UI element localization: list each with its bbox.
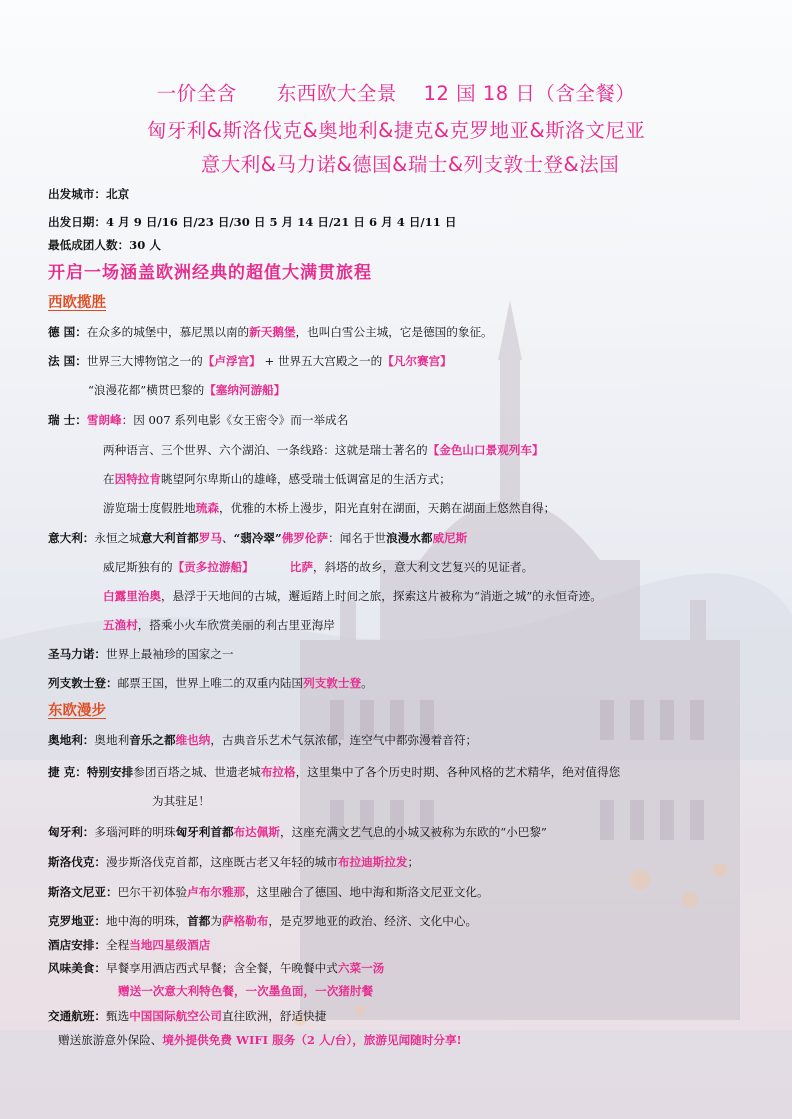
- highlight-civita: 白露里治奥: [103, 589, 161, 603]
- label-hotel: 酒店安排：: [48, 938, 106, 952]
- text: 世界上最袖珍的国家之一: [105, 647, 234, 661]
- label-switzerland: 瑞 士：: [48, 413, 87, 427]
- row-food: [48, 960, 384, 976]
- text: 甄选: [105, 1009, 130, 1023]
- text: “浪漫花都”横贯巴黎的: [88, 383, 205, 397]
- row-switzerland: [48, 412, 348, 428]
- label-italy: 意大利：: [48, 531, 95, 545]
- text: 邮票王国，世界上唯二的双重内陆国: [117, 676, 304, 690]
- highlight-zagreb: 萨格勒布: [221, 914, 269, 928]
- highlight-bratislava: 布拉迪斯拉发: [337, 855, 408, 869]
- highlight-interlaken: 因特拉肯: [114, 472, 161, 486]
- highlight-pisa: 比萨: [289, 560, 313, 574]
- title-line-2: 匈牙利&斯洛伐克&奥地利&捷克&克罗地亚&斯洛文尼亚: [146, 119, 646, 142]
- text-bold: 浪漫水都: [386, 531, 433, 545]
- text: ，优雅的木桥上漫步，阳光直射在湖面，天鹅在湖面上悠然自得；: [218, 501, 556, 515]
- row-slovenia: [48, 884, 489, 900]
- text: ，是克罗地亚的政治、经济、文化中心。: [268, 914, 478, 928]
- highlight-wifi: 境外提供免费 WIFI 服务（2 人/台），旅游见闻随时分享!: [162, 1033, 462, 1047]
- departure-city-label: 出发城市：: [48, 187, 106, 201]
- label-croatia: 克罗地亚：: [48, 914, 106, 928]
- section-east-europe: 东欧漫步: [48, 703, 106, 719]
- highlight-louvre: 【卢浮宫】: [202, 354, 261, 368]
- label-slovenia: 斯洛文尼亚：: [48, 885, 118, 899]
- text-bold: 意大利首都: [140, 531, 199, 545]
- text: 巴尔干初体验: [117, 885, 188, 899]
- text: 奥地利: [94, 733, 130, 747]
- departure-dates-label: 出发日期：: [48, 215, 106, 229]
- row-italy-2: [103, 559, 533, 575]
- text: 。: [361, 676, 373, 690]
- min-group-value: 30 人: [129, 238, 161, 252]
- text: 、: [221, 531, 234, 545]
- row-italy-3: [103, 588, 602, 604]
- highlight-six-dishes: 六菜一汤: [337, 961, 385, 975]
- label-austria: 奥地利：: [48, 733, 95, 747]
- text: 在: [103, 472, 115, 486]
- text: 两种语言、三个世界、六个湖泊、一条线路：这就是瑞士著名的: [103, 443, 428, 457]
- label-flight: 交通航班：: [48, 1009, 106, 1023]
- text-bold: “翡冷翠”: [233, 531, 282, 545]
- text: ：因 007 系列电影《女王密令》而一举成名: [121, 413, 349, 427]
- row-switzerland-3: [103, 471, 451, 487]
- text: 全程: [105, 938, 130, 952]
- highlight-neuschwanstein: 新天鹅堡: [249, 325, 296, 339]
- text: 地中海的明珠，: [105, 914, 188, 928]
- highlight-seine-cruise: 【塞纳河游船】: [204, 383, 286, 397]
- text: 漫步斯洛伐克首都，这座既古老又年轻的城市: [105, 855, 338, 869]
- text: ，也叫白雪公主城，它是德国的象征。: [295, 325, 493, 339]
- row-italy: [48, 530, 467, 546]
- label-czech: 捷 克：: [48, 765, 87, 779]
- row-switzerland-2: [103, 442, 544, 458]
- highlight-liechtenstein: 列支敦士登: [303, 676, 362, 690]
- text: ，这里融合了德国、地中海和斯洛文尼亚文化。: [245, 885, 489, 899]
- highlight-rome: 罗马: [198, 531, 222, 545]
- label-hungary: 匈牙利：: [48, 825, 95, 839]
- highlight-versailles: 【凡尔赛宫】: [382, 354, 452, 368]
- min-group-size: [48, 237, 161, 253]
- text: 赠送旅游意外保险、: [58, 1033, 163, 1047]
- highlight-prague: 布拉格: [260, 765, 296, 779]
- row-italy-4: [103, 617, 335, 633]
- highlight-vienna: 维也纳: [175, 733, 211, 747]
- text-bold: 匈牙利首都: [175, 825, 234, 839]
- departure-dates: [48, 214, 456, 230]
- text: ，古典音乐艺术气氛浓郁，连空气中都弥漫着音符；: [210, 733, 478, 747]
- text: ，悬浮于天地间的古城，邂逅踏上时间之旅，探索这片被称为“消逝之城”的永恒奇迹。: [160, 589, 602, 603]
- text: 永恒之城: [94, 531, 141, 545]
- min-group-label: 最低成团人数：: [48, 238, 130, 252]
- label-france: 法 国：: [48, 354, 87, 368]
- row-france-2: [88, 382, 285, 398]
- highlight-air-china: 中国国际航空公司: [129, 1009, 222, 1023]
- text: ；: [407, 855, 420, 869]
- text: ，搭乘小火车欣赏美丽的利古里亚海岸: [137, 618, 335, 632]
- label-liechtenstein: 列支敦士登：: [48, 676, 118, 690]
- text-bold: 音乐之都: [129, 733, 176, 747]
- row-slovakia: [48, 854, 419, 870]
- text-bold: 首都: [187, 914, 211, 928]
- highlight-hotel: 当地四星级酒店: [129, 938, 211, 952]
- row-bonus: [58, 1032, 462, 1048]
- row-switzerland-4: [103, 500, 555, 516]
- highlight-budapest: 布达佩斯: [233, 825, 280, 839]
- row-hotel: [48, 937, 210, 953]
- text: 参团百塔之城、世遗老城: [133, 765, 261, 779]
- label-slovakia: 斯洛伐克：: [48, 855, 106, 869]
- text: ，这座充满文艺气息的小城又被称为东欧的“小巴黎”: [279, 825, 547, 839]
- text: 眺望阿尔卑斯山的雄峰，感受瑞士低调富足的生活方式；: [161, 472, 451, 486]
- highlight-ljubljana: 卢布尔雅那: [187, 885, 246, 899]
- row-croatia: [48, 913, 477, 929]
- row-flight: [48, 1008, 326, 1024]
- headline: 开启一场涵盖欧洲经典的超值大满贯旅程: [48, 263, 372, 283]
- row-liechtenstein: [48, 675, 373, 691]
- highlight-gondola: 【贡多拉游船】: [172, 560, 254, 574]
- text: 为: [210, 914, 222, 928]
- highlight-cinque-terre: 五渔村: [103, 618, 138, 632]
- highlight-schilthorn: 雪朗峰: [86, 413, 122, 427]
- row-germany: [48, 324, 493, 340]
- highlight-lucerne: 琉森: [195, 501, 219, 515]
- title-line-1: 一价全含 东西欧大全景 12 国 18 日（含全餐）: [156, 82, 636, 105]
- row-czech-2: [152, 793, 210, 809]
- text: 在众多的城堡中，慕尼黑以南的: [86, 325, 250, 339]
- row-san-marino: [48, 646, 234, 662]
- departure-city: [48, 186, 129, 202]
- text: 多瑙河畔的明珠: [94, 825, 176, 839]
- row-austria: [48, 732, 477, 748]
- text: 直往欧洲，舒适快捷: [221, 1009, 327, 1023]
- highlight-venice: 威尼斯: [432, 531, 468, 545]
- text: 世界三大博物馆之一的: [86, 354, 203, 368]
- departure-dates-value: 4 月 9 日/16 日/23 日/30 日 5 月 14 日/21 日 6 月 4 日/11 日: [105, 215, 457, 229]
- row-food-2: [118, 983, 373, 999]
- highlight-golden-pass: 【金色山口景观列车】: [427, 443, 544, 457]
- highlight-florence: 佛罗伦萨: [281, 531, 329, 545]
- text: ：闻名于世: [328, 531, 387, 545]
- title-line-3: 意大利&马力诺&德国&瑞士&列支敦士登&法国: [200, 153, 620, 176]
- row-france: [48, 353, 452, 369]
- label-food: 风味美食：: [48, 961, 106, 975]
- section-west-europe: 西欧揽胜: [48, 295, 106, 311]
- label-germany: 德 国：: [48, 325, 87, 339]
- text: 早餐享用酒店西式早餐；含全餐，午晚餐中式: [105, 961, 338, 975]
- text: 威尼斯独有的: [103, 560, 173, 574]
- label-san-marino: 圣马力诺：: [48, 647, 106, 661]
- row-czech: [48, 764, 620, 780]
- departure-city-value: 北京: [105, 187, 130, 201]
- text: ，这里集中了各个历史时期、各种风格的艺术精华，绝对值得您: [295, 765, 621, 779]
- text: + 世界五大宫殿之一的: [260, 354, 383, 368]
- text: 为其驻足！: [152, 794, 210, 808]
- text: ，斜塔的故乡，意大利文艺复兴的见证者。: [312, 560, 534, 574]
- text-bold: 特别安排: [86, 765, 134, 779]
- row-hungary: [48, 824, 547, 840]
- text: 游览瑞士度假胜地: [103, 501, 196, 515]
- highlight-special-meals: 赠送一次意大利特色餐，一次墨鱼面，一次猪肘餐: [118, 984, 374, 998]
